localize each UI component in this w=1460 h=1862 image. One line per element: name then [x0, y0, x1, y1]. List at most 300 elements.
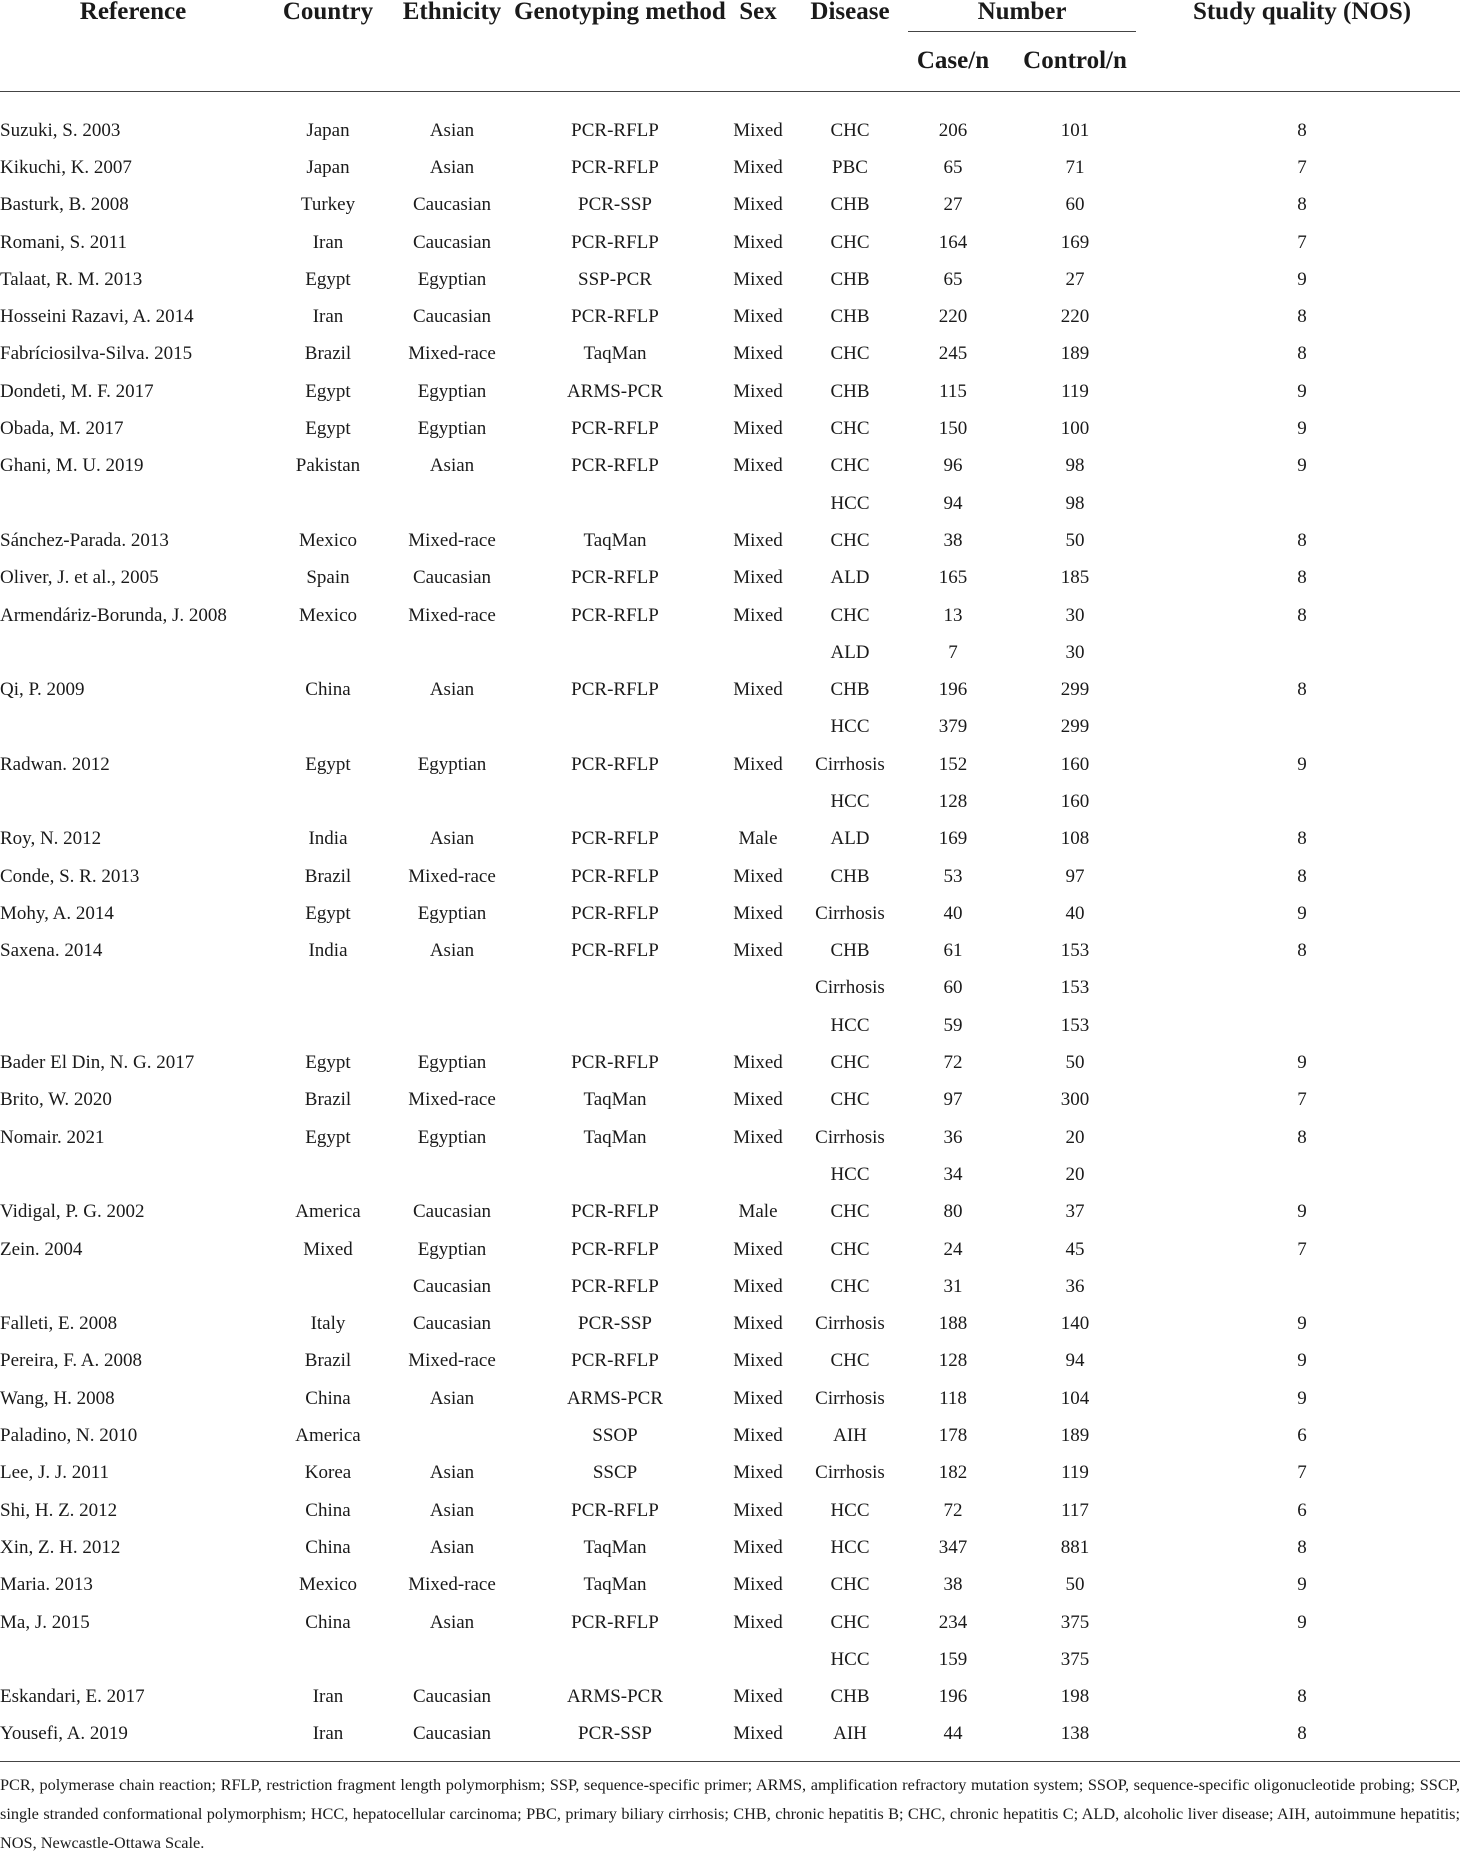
cell-country: Egypt: [305, 753, 351, 775]
cell-country: Turkey: [300, 194, 356, 216]
cell-reference: Radwan. 2012: [0, 753, 110, 775]
cell-case-n: 24: [943, 1238, 963, 1260]
cell-genotyping-method: PCR-RFLP: [571, 1499, 659, 1521]
table-row: [0, 671, 1460, 708]
cell-ethnicity: Egyptian: [417, 753, 487, 775]
cell-control-n: 881: [1060, 1536, 1090, 1558]
cell-country: [266, 1156, 390, 1193]
cell-genotyping-method: PCR-SSP: [578, 1723, 652, 1745]
cell-ethnicity: Asian: [429, 1462, 475, 1484]
cell-case-n: 169: [938, 828, 968, 850]
cell-genotyping-method: TaqMan: [583, 1126, 647, 1148]
cell-country: [266, 709, 390, 746]
cell-study-quality: 8: [1297, 1686, 1307, 1708]
cell-case-n: 65: [943, 156, 963, 178]
cell-study-quality: 8: [1297, 1126, 1307, 1148]
header-number: [900, 0, 1144, 32]
cell-sex: Mixed: [733, 380, 783, 402]
cell-control-n: 189: [1060, 343, 1090, 365]
cell-sex: Mixed: [733, 1425, 783, 1447]
cell-reference: [0, 1007, 266, 1044]
cell-study-quality: 8: [1297, 119, 1307, 141]
table-row: [0, 746, 1460, 783]
cell-case-n: 196: [938, 1686, 968, 1708]
cell-control-n: 153: [1060, 977, 1090, 999]
cell-disease: ALD: [830, 641, 870, 663]
cell-disease: PBC: [832, 156, 868, 178]
cell-control-n: 71: [1065, 156, 1085, 178]
cell-disease: CHC: [830, 119, 870, 141]
header-study-quality: Study quality (NOS): [1192, 0, 1412, 25]
cell-reference: Zein. 2004: [0, 1238, 83, 1260]
cell-control-n: 36: [1065, 1275, 1085, 1297]
cell-control-n: 50: [1065, 1052, 1085, 1074]
cell-study-quality: 8: [1297, 343, 1307, 365]
cell-genotyping-method: PCR-RFLP: [571, 1350, 659, 1372]
cell-reference: Shi, H. Z. 2012: [0, 1499, 118, 1521]
cell-disease: Cirrhosis: [815, 1462, 885, 1484]
cell-genotyping-method: TaqMan: [583, 1574, 647, 1596]
cell-genotyping-method: TaqMan: [583, 529, 647, 551]
cell-case-n: 44: [943, 1723, 963, 1745]
cell-genotyping-method: SSCP: [592, 1462, 638, 1484]
cell-country: Spain: [306, 567, 350, 589]
cell-ethnicity: Mixed-race: [408, 529, 496, 551]
cell-disease: HCC: [830, 790, 870, 812]
cell-case-n: 159: [938, 1648, 968, 1670]
cell-genotyping-method: [514, 1156, 716, 1193]
table-row: [0, 224, 1460, 261]
cell-study-quality: 6: [1297, 1499, 1307, 1521]
header-ethnicity: Ethnicity: [402, 0, 502, 25]
cell-reference: Paladino, N. 2010: [0, 1425, 138, 1447]
cell-disease: CHB: [830, 1686, 870, 1708]
cell-country: China: [305, 679, 351, 701]
cell-genotyping-method: ARMS-PCR: [566, 1686, 664, 1708]
cell-case-n: 27: [943, 194, 963, 216]
cell-control-n: 30: [1065, 604, 1085, 626]
cell-reference: Kikuchi, K. 2007: [0, 156, 132, 178]
cell-sex: Mixed: [733, 306, 783, 328]
cell-sex: [716, 709, 800, 746]
cell-sex: Mixed: [733, 455, 783, 477]
cell-genotyping-method: PCR-RFLP: [571, 1201, 659, 1223]
cell-study-quality: 9: [1297, 268, 1307, 290]
cell-genotyping-method: TaqMan: [583, 1089, 647, 1111]
cell-study-quality: 9: [1297, 1313, 1307, 1335]
cell-reference: Suzuki, S. 2003: [0, 119, 121, 141]
cell-reference: Pereira, F. A. 2008: [0, 1350, 143, 1372]
cell-reference: Brito, W. 2020: [0, 1089, 112, 1111]
cell-case-n: 164: [938, 231, 968, 253]
cell-genotyping-method: TaqMan: [583, 343, 647, 365]
cell-control-n: 299: [1060, 679, 1090, 701]
cell-sex: Mixed: [733, 1089, 783, 1111]
cell-control-n: 220: [1060, 306, 1090, 328]
cell-case-n: 188: [938, 1313, 968, 1335]
cell-disease: Cirrhosis: [815, 1387, 885, 1409]
cell-sex: Mixed: [733, 156, 783, 178]
cell-genotyping-method: PCR-RFLP: [571, 455, 659, 477]
cell-sex: Mixed: [733, 1238, 783, 1260]
cell-genotyping-method: PCR-SSP: [578, 194, 652, 216]
cell-country: China: [305, 1387, 351, 1409]
header-sex: Sex: [739, 0, 777, 25]
cell-sex: [716, 485, 800, 522]
cell-sex: Mixed: [733, 194, 783, 216]
cell-ethnicity: [390, 485, 514, 522]
cell-sex: Mixed: [733, 1536, 783, 1558]
cell-control-n: 153: [1060, 1014, 1090, 1036]
table-row: [0, 298, 1460, 335]
cell-genotyping-method: TaqMan: [583, 1536, 647, 1558]
cell-reference: Sánchez-Parada. 2013: [0, 529, 169, 551]
cell-sex: [716, 1156, 800, 1193]
cell-ethnicity: Mixed-race: [408, 1574, 496, 1596]
cell-disease: HCC: [830, 1499, 870, 1521]
cell-genotyping-method: PCR-RFLP: [571, 828, 659, 850]
table-row: [0, 895, 1460, 932]
cell-study-quality: 9: [1297, 1611, 1307, 1633]
cell-study-quality: 8: [1297, 865, 1307, 887]
cell-case-n: 59: [943, 1014, 963, 1036]
cell-sex: Mixed: [733, 1462, 783, 1484]
cell-sex: [716, 634, 800, 671]
cell-genotyping-method: PCR-RFLP: [571, 418, 659, 440]
cell-case-n: 128: [938, 1350, 968, 1372]
cell-study-quality: 9: [1297, 455, 1307, 477]
cell-control-n: 119: [1061, 1462, 1089, 1484]
cell-country: China: [305, 1611, 351, 1633]
cell-reference: Maria. 2013: [0, 1574, 93, 1596]
cell-genotyping-method: PCR-RFLP: [571, 1052, 659, 1074]
cell-disease: AIH: [833, 1723, 867, 1745]
cell-reference: Oliver, J. et al., 2005: [0, 567, 159, 589]
cell-genotyping-method: PCR-RFLP: [571, 567, 659, 589]
cell-ethnicity: Caucasian: [412, 194, 492, 216]
cell-case-n: 34: [943, 1163, 963, 1185]
cell-study-quality: 8: [1297, 306, 1307, 328]
cell-genotyping-method: [514, 709, 716, 746]
cell-country: [266, 485, 390, 522]
cell-genotyping-method: PCR-RFLP: [571, 679, 659, 701]
table-row: [0, 560, 1460, 597]
cell-sex: Mixed: [733, 343, 783, 365]
cell-study-quality: 7: [1297, 1089, 1307, 1111]
cell-country: Mexico: [298, 1574, 358, 1596]
cell-disease: CHC: [830, 1350, 870, 1372]
cell-ethnicity: Asian: [429, 455, 475, 477]
cell-case-n: 65: [943, 268, 963, 290]
cell-reference: Ghani, M. U. 2019: [0, 455, 144, 477]
cell-disease: CHC: [830, 1574, 870, 1596]
cell-control-n: 117: [1061, 1499, 1089, 1521]
number-group-rule: [908, 0, 1136, 32]
cell-ethnicity: Caucasian: [412, 567, 492, 589]
cell-country: Egypt: [305, 380, 351, 402]
table-row: [0, 933, 1460, 970]
table-row: [0, 1082, 1460, 1119]
cell-country: [266, 783, 390, 820]
cell-sex: Mixed: [733, 1350, 783, 1372]
cell-sex: Mixed: [733, 1052, 783, 1074]
table-row: [0, 1156, 1460, 1193]
table-row: [0, 410, 1460, 447]
cell-genotyping-method: [514, 783, 716, 820]
cell-control-n: 60: [1065, 194, 1085, 216]
cell-ethnicity: Mixed-race: [408, 1089, 496, 1111]
cell-control-n: 104: [1060, 1387, 1090, 1409]
cell-control-n: 20: [1065, 1126, 1085, 1148]
cell-ethnicity: [390, 1007, 514, 1044]
cell-study-quality: 8: [1297, 567, 1307, 589]
cell-case-n: 38: [943, 1574, 963, 1596]
cell-case-n: 61: [943, 940, 963, 962]
cell-control-n: 108: [1060, 828, 1090, 850]
cell-sex: [716, 1641, 800, 1678]
cell-country: Brazil: [304, 865, 352, 887]
cell-case-n: 234: [938, 1611, 968, 1633]
cell-case-n: 165: [938, 567, 968, 589]
cell-study-quality: 9: [1297, 1387, 1307, 1409]
cell-genotyping-method: ARMS-PCR: [566, 1387, 664, 1409]
cell-disease: CHC: [830, 1089, 870, 1111]
cell-reference: Falleti, E. 2008: [0, 1313, 118, 1335]
cell-sex: Male: [738, 828, 778, 850]
table-row: [0, 783, 1460, 820]
cell-disease: CHC: [830, 1611, 870, 1633]
cell-case-n: 115: [939, 380, 967, 402]
cell-ethnicity: Asian: [429, 679, 475, 701]
cell-genotyping-method: PCR-RFLP: [571, 231, 659, 253]
cell-country: Egypt: [305, 902, 351, 924]
cell-control-n: 94: [1065, 1350, 1085, 1372]
table-row: [0, 1529, 1460, 1566]
cell-case-n: 152: [938, 753, 968, 775]
cell-reference: Dondeti, M. F. 2017: [0, 380, 154, 402]
cell-ethnicity: Caucasian: [412, 1201, 492, 1223]
cell-disease: Cirrhosis: [815, 977, 885, 999]
cell-disease: CHB: [830, 306, 870, 328]
cell-study-quality: 7: [1297, 156, 1307, 178]
cell-country: Iran: [312, 306, 344, 328]
cell-control-n: 160: [1060, 753, 1090, 775]
cell-reference: Roy, N. 2012: [0, 828, 102, 850]
cell-ethnicity: Egyptian: [417, 1052, 487, 1074]
cell-reference: [0, 709, 266, 746]
table-row: [0, 970, 1460, 1007]
cell-disease: HCC: [830, 716, 870, 738]
cell-reference: Wang, H. 2008: [0, 1387, 115, 1409]
cell-case-n: 220: [938, 306, 968, 328]
table-row: [0, 1343, 1460, 1380]
cell-control-n: 98: [1065, 492, 1085, 514]
cell-reference: [0, 485, 266, 522]
cell-sex: Mixed: [733, 119, 783, 141]
cell-disease: Cirrhosis: [815, 1313, 885, 1335]
cell-sex: Mixed: [733, 940, 783, 962]
cell-sex: Mixed: [733, 679, 783, 701]
cell-disease: HCC: [830, 1536, 870, 1558]
cell-study-quality: 9: [1297, 1350, 1307, 1372]
table-header: [0, 0, 1460, 92]
cell-control-n: 169: [1060, 231, 1090, 253]
cell-case-n: 60: [943, 977, 963, 999]
cell-sex: [716, 1007, 800, 1044]
cell-case-n: 178: [938, 1425, 968, 1447]
cell-control-n: 153: [1060, 940, 1090, 962]
cell-country: Iran: [312, 1686, 344, 1708]
cell-genotyping-method: PCR-RFLP: [571, 306, 659, 328]
table-row: [0, 858, 1460, 895]
cell-reference: Qi, P. 2009: [0, 679, 85, 701]
cell-reference: Saxena. 2014: [0, 940, 103, 962]
cell-country: Iran: [312, 1723, 344, 1745]
cell-ethnicity: Mixed-race: [408, 343, 496, 365]
cell-control-n: 50: [1065, 529, 1085, 551]
cell-reference: Vidigal, P. G. 2002: [0, 1201, 145, 1223]
cell-reference: Bader El Din, N. G. 2017: [0, 1052, 195, 1074]
table-row: [0, 1268, 1460, 1305]
cell-study-quality: 7: [1297, 1462, 1307, 1484]
cell-reference: [0, 783, 266, 820]
table-body: [0, 92, 1460, 1754]
cell-control-n: 138: [1060, 1723, 1090, 1745]
cell-study-quality: 8: [1297, 679, 1307, 701]
cell-study-quality: 8: [1297, 828, 1307, 850]
cell-ethnicity: Egyptian: [417, 902, 487, 924]
table-row: [0, 1492, 1460, 1529]
cell-country: China: [305, 1499, 351, 1521]
cell-study-quality: [1144, 1641, 1460, 1678]
cell-sex: Mixed: [733, 231, 783, 253]
cell-control-n: 160: [1060, 790, 1090, 812]
cell-disease: CHC: [830, 455, 870, 477]
cell-study-quality: 9: [1297, 418, 1307, 440]
table-row: [0, 448, 1460, 485]
table-row: [0, 187, 1460, 224]
cell-country: Egypt: [305, 268, 351, 290]
cell-study-quality: 8: [1297, 529, 1307, 551]
table-row: [0, 821, 1460, 858]
cell-country: Korea: [304, 1462, 352, 1484]
cell-disease: CHC: [830, 1052, 870, 1074]
cell-country: [266, 1641, 390, 1678]
cell-control-n: 140: [1060, 1313, 1090, 1335]
cell-country: Pakistan: [295, 455, 361, 477]
cell-sex: Mixed: [733, 1723, 783, 1745]
cell-ethnicity: Egyptian: [417, 380, 487, 402]
cell-disease: Cirrhosis: [815, 902, 885, 924]
cell-sex: Mixed: [733, 418, 783, 440]
cell-genotyping-method: SSP-PCR: [578, 268, 652, 290]
cell-study-quality: [1144, 485, 1460, 522]
cell-sex: Mixed: [733, 1275, 783, 1297]
table-row: [0, 522, 1460, 559]
cell-ethnicity: Caucasian: [412, 1275, 492, 1297]
table-row: [0, 1119, 1460, 1156]
cell-country: Italy: [310, 1313, 346, 1335]
cell-control-n: 98: [1065, 455, 1085, 477]
cell-disease: CHC: [830, 604, 870, 626]
cell-study-quality: 9: [1297, 1201, 1307, 1223]
cell-disease: CHC: [830, 231, 870, 253]
cell-ethnicity: Asian: [429, 1499, 475, 1521]
cell-disease: HCC: [830, 1014, 870, 1036]
cell-ethnicity: Asian: [429, 1611, 475, 1633]
cell-control-n: 100: [1060, 418, 1090, 440]
cell-ethnicity: [390, 709, 514, 746]
cell-control-n: 40: [1065, 902, 1085, 924]
cell-control-n: 97: [1065, 865, 1085, 887]
cell-ethnicity: Caucasian: [412, 306, 492, 328]
table-row: [0, 336, 1460, 373]
cell-ethnicity: Egyptian: [417, 1126, 487, 1148]
cell-control-n: 37: [1065, 1201, 1085, 1223]
cell-ethnicity: Caucasian: [412, 1723, 492, 1745]
cell-case-n: 40: [943, 902, 963, 924]
cell-case-n: 379: [938, 716, 968, 738]
cell-control-n: 300: [1060, 1089, 1090, 1111]
cell-study-quality: 8: [1297, 940, 1307, 962]
cell-study-quality: 9: [1297, 1574, 1307, 1596]
cell-disease: CHB: [830, 380, 870, 402]
cell-sex: Mixed: [733, 1126, 783, 1148]
cell-case-n: 53: [943, 865, 963, 887]
cell-genotyping-method: PCR-RFLP: [571, 604, 659, 626]
cell-ethnicity: Mixed-race: [408, 865, 496, 887]
cell-study-quality: 6: [1297, 1425, 1307, 1447]
cell-disease: HCC: [830, 492, 870, 514]
cell-sex: Mixed: [733, 529, 783, 551]
cell-sex: Mixed: [733, 268, 783, 290]
cell-study-quality: [1144, 709, 1460, 746]
cell-study-quality: [1144, 783, 1460, 820]
cell-study-quality: 9: [1297, 753, 1307, 775]
cell-ethnicity: [390, 783, 514, 820]
cell-genotyping-method: PCR-SSP: [578, 1313, 652, 1335]
cell-disease: HCC: [830, 1648, 870, 1670]
cell-disease: CHC: [830, 343, 870, 365]
cell-ethnicity: Egyptian: [417, 1238, 487, 1260]
cell-control-n: 119: [1061, 380, 1089, 402]
cell-ethnicity: Asian: [429, 1536, 475, 1558]
cell-disease: ALD: [830, 828, 870, 850]
cell-case-n: 245: [938, 343, 968, 365]
header-case: Case/n: [916, 47, 990, 74]
cell-reference: Conde, S. R. 2013: [0, 865, 140, 887]
cell-country: India: [308, 828, 348, 850]
cell-study-quality: 8: [1297, 604, 1307, 626]
table-row: [0, 1007, 1460, 1044]
cell-disease: AIH: [833, 1425, 867, 1447]
cell-case-n: 96: [943, 455, 963, 477]
cell-case-n: 206: [938, 119, 968, 141]
cell-ethnicity: Caucasian: [412, 231, 492, 253]
cell-genotyping-method: PCR-RFLP: [571, 940, 659, 962]
cell-ethnicity: Caucasian: [412, 1313, 492, 1335]
header-genotyping-method: Genotyping method: [514, 0, 726, 25]
cell-case-n: 80: [943, 1201, 963, 1223]
table-row: [0, 1231, 1460, 1268]
cell-disease: CHB: [830, 194, 870, 216]
cell-disease: Cirrhosis: [815, 753, 885, 775]
cell-ethnicity: Egyptian: [417, 268, 487, 290]
cell-country: America: [295, 1201, 361, 1223]
cell-disease: CHC: [830, 529, 870, 551]
cell-reference: [0, 1641, 266, 1678]
cell-country: Japan: [306, 119, 350, 141]
